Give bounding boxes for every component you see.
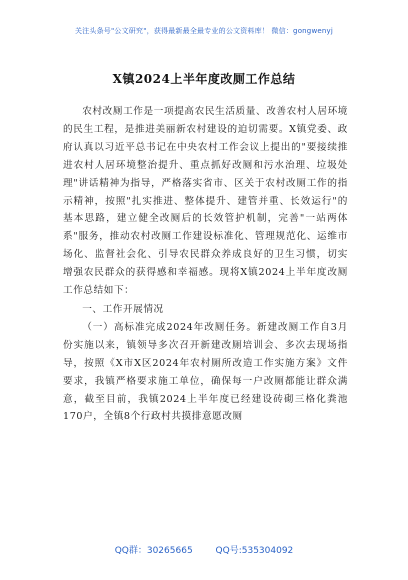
footer-qq-group: QQ群：30265665 bbox=[114, 546, 193, 556]
section-heading: 一、工作开展情况 bbox=[82, 303, 164, 315]
footer bbox=[0, 543, 408, 556]
body-paragraph: （一）高标准完成2024年改厕任务。新建改厕工作自3月份实施以来，镇领导多次召开新建改厕培训会、多次去现场指导，按照《X市X区2024年农村厕所改造工作实施方案》文件要求，我镇严格要求施工单位，确保每一户改厕都能让群众满意，截至目前，我镇2024上半年度已经建设砖砌三格化粪池170户，全镇8个行政村共摸排意愿改厕 bbox=[63, 321, 348, 423]
footer-qq-number: QQ号:535304092 bbox=[215, 546, 294, 556]
document-title: X镇2024上半年度改厕工作总结 bbox=[112, 72, 296, 86]
header-banner: 关注头条号"公文研究"，获得最新最全最专业的公文资料库！ 微信：gongwenyj bbox=[74, 27, 334, 35]
document-body bbox=[63, 103, 348, 426]
intro-paragraph: 农村改厕工作是一项提高农民生活质量、改善农村人居环境的民生工程，是推进美丽新农村建设的迫切需要。X镇党委、政府认真以习近平总书记在中央农村工作会议上提出的"要接续推进农村人居环境整治提升、重点抓好改厕和污水治理、垃圾处理"讲话精神为指导，严格落实省市、区关于农村改厕工作的指示精神，按照"扎实推进、整体提升、建管并重、长效运行"的基本思路，建立健全改厕后的长效管护机制，完善"一站两体系"服务，推动农村改厕工作建设标准化、管理规范化、运维市场化、监督社会化、引导农民群众养成良好的卫生习惯，切实增强农民群众的获得感和幸福感。现将X镇2024上半年度改厕工作总结如下： bbox=[63, 106, 348, 297]
